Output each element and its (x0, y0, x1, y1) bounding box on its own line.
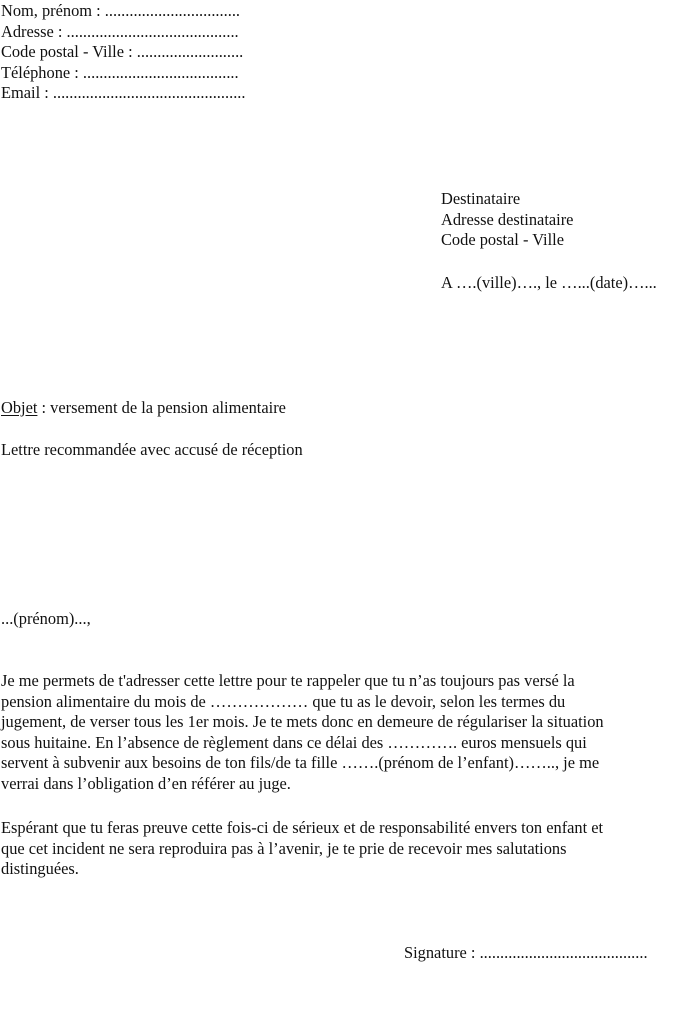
closing-line: Espérant que tu feras preuve cette fois-ci de sérieux et de responsabilité envers ton enfant et (1, 818, 604, 837)
body-line: verrai dans l’obligation d’en référer au juge. (1, 773, 291, 793)
sender-address-line: Adresse : .......................................... (1, 21, 239, 41)
recipient-name-line: Destinataire (441, 189, 521, 208)
sender-phone-line: Téléphone : ...................................... (1, 62, 239, 82)
signature-line: Signature : ......................................... (404, 943, 648, 962)
sender-email-line: Email : ............................................... (1, 83, 246, 103)
closing-paragraph (1, 818, 684, 880)
subject-text: : versement de la pension alimentaire (37, 398, 286, 417)
subject-line (1, 398, 286, 419)
closing-line: que cet incident ne sera reproduira pas à l’avenir, je te prie de recevoir mes salutations (1, 838, 567, 858)
closing-line: distinguées. (1, 859, 79, 879)
sender-postal-city-line: Code postal - Ville : .......................... (1, 42, 244, 62)
sender-block (1, 1, 245, 104)
body-paragraph (1, 671, 684, 795)
recipient-postal-city-line: Code postal - Ville (441, 230, 564, 250)
body-line: pension alimentaire du mois de ……………… que tu as le devoir, selon les termes du (1, 691, 566, 711)
body-line: sous huitaine. En l’absence de règlement dans ce délai des …………. euros mensuels qui (1, 732, 587, 752)
salutation-line: ...(prénom)..., (1, 609, 91, 628)
recipient-address-line: Adresse destinataire (441, 209, 574, 229)
body-line: Je me permets de t'adresser cette lettre pour te rappeler que tu n’as toujours pas versé la (1, 671, 575, 690)
body-line: jugement, de verser tous les 1er mois. Je te mets donc en demeure de régulariser la situation (1, 712, 604, 732)
subject-label: Objet (1, 398, 38, 417)
place-date-line: A ….(ville)…., le …...(date)…... (441, 273, 657, 292)
body-line: servent à subvenir aux besoins de ton fils/de ta fille …….(prénom de l’enfant)…….., je me (1, 753, 600, 773)
sender-name-line: Nom, prénom : ................................. (1, 1, 241, 20)
recipient-block (441, 189, 573, 251)
registered-mail-line: Lettre recommandée avec accusé de réception (1, 440, 303, 459)
